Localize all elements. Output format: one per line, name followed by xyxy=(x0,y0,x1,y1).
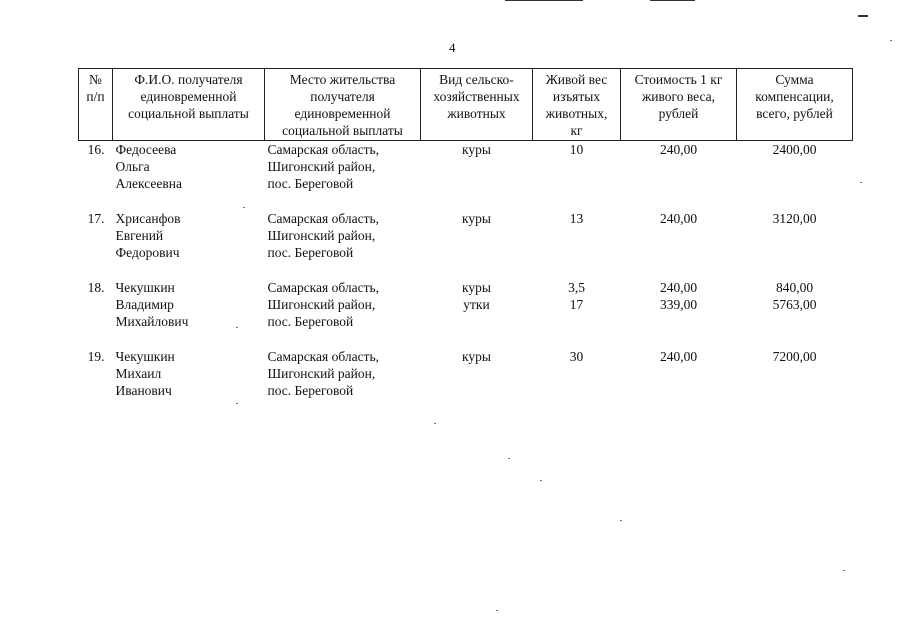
header-text-line: Вид сельско- xyxy=(439,72,514,87)
table-row xyxy=(79,279,853,348)
recipient-address-line: Самарская область, xyxy=(267,211,380,226)
price-per-kg-line: 240,00 xyxy=(659,142,698,157)
header-col-live-weight xyxy=(533,69,621,141)
recipient-name-cell xyxy=(113,210,265,279)
price-per-kg-cell xyxy=(621,279,737,348)
recipient-name-line: Евгений xyxy=(115,228,164,243)
total-compensation-cell xyxy=(737,348,853,417)
compensation-table xyxy=(78,68,853,417)
recipient-name-line: Федорович xyxy=(115,245,180,260)
table-header-row xyxy=(79,69,853,141)
scan-speck xyxy=(236,403,238,404)
recipient-address-line: Шигонский район, xyxy=(267,228,376,243)
recipient-address-line: пос. Береговой xyxy=(267,314,354,329)
header-col-number xyxy=(79,69,113,141)
header-text-line: № xyxy=(89,72,102,87)
total-compensation-cell xyxy=(737,141,853,211)
header-text-line: изъятых xyxy=(552,89,601,104)
header-text-line: Ф.И.О. получателя xyxy=(134,72,243,87)
table-row xyxy=(79,210,853,279)
recipient-address-line: Самарская область, xyxy=(267,349,380,364)
recipient-address-line: пос. Береговой xyxy=(267,176,354,191)
live-weight-line: 3,5 xyxy=(568,280,585,295)
total-compensation-line: 7200,00 xyxy=(772,349,817,364)
recipient-name-line: Алексеевна xyxy=(115,176,182,191)
recipient-address-cell xyxy=(265,210,421,279)
recipient-name-line: Ольга xyxy=(115,159,150,174)
scan-speck xyxy=(434,423,436,424)
price-per-kg-line: 339,00 xyxy=(659,297,698,312)
recipient-address-line: Шигонский район, xyxy=(267,366,376,381)
total-compensation-line: 2400,00 xyxy=(772,142,817,157)
header-text-line: животных xyxy=(447,106,506,121)
recipient-name-line: Михаил xyxy=(115,366,162,381)
scan-edge-line xyxy=(505,0,583,1)
animal-type-line: куры xyxy=(462,280,491,295)
header-text-line: всего, рублей xyxy=(756,106,833,121)
scan-speck xyxy=(620,520,622,521)
page-number: 4 xyxy=(449,40,456,55)
row-number-cell: 19. xyxy=(87,349,105,364)
recipient-name-line: Федосеева xyxy=(115,142,177,157)
header-col-total-compensation xyxy=(737,69,853,141)
live-weight-cell xyxy=(533,141,621,211)
price-per-kg-line: 240,00 xyxy=(659,280,698,295)
price-per-kg-line: 240,00 xyxy=(659,349,698,364)
animal-type-line: куры xyxy=(462,349,491,364)
live-weight-line: 10 xyxy=(569,142,584,157)
recipient-name-line: Иванович xyxy=(115,383,172,398)
scan-speck xyxy=(540,480,542,481)
header-text-line: хозяйственных xyxy=(433,89,520,104)
row-number-cell: 18. xyxy=(87,280,105,295)
total-compensation-line: 3120,00 xyxy=(772,211,817,226)
recipient-address-line: Шигонский район, xyxy=(267,159,376,174)
header-col-residence xyxy=(265,69,421,141)
animal-type-cell xyxy=(421,141,533,211)
header-text-line: получателя xyxy=(310,89,375,104)
live-weight-line: 17 xyxy=(569,297,584,312)
header-text-line: единовременной xyxy=(140,89,237,104)
recipient-address-cell xyxy=(265,141,421,211)
animal-type-cell xyxy=(421,348,533,417)
recipient-name-line: Чекушкин xyxy=(115,349,175,364)
scan-mark xyxy=(858,15,868,17)
total-compensation-cell xyxy=(737,279,853,348)
animal-type-line: куры xyxy=(462,142,491,157)
recipient-name-line: Владимир xyxy=(115,297,174,312)
total-compensation-cell xyxy=(737,210,853,279)
scan-speck xyxy=(508,458,510,459)
table-row xyxy=(79,141,853,211)
recipient-name-line: Хрисанфов xyxy=(115,211,181,226)
live-weight-cell xyxy=(533,279,621,348)
live-weight-cell xyxy=(533,210,621,279)
recipient-address-cell xyxy=(265,279,421,348)
total-compensation-line: 840,00 xyxy=(775,280,814,295)
header-text-line: компенсации, xyxy=(755,89,834,104)
live-weight-cell xyxy=(533,348,621,417)
scan-speck xyxy=(890,40,892,41)
recipient-address-line: пос. Береговой xyxy=(267,383,354,398)
header-col-animal-type xyxy=(421,69,533,141)
recipient-name-line: Чекушкин xyxy=(115,280,175,295)
recipient-address-line: Шигонский район, xyxy=(267,297,376,312)
header-text-line: живого веса, xyxy=(641,89,716,104)
recipient-address-line: Самарская область, xyxy=(267,142,380,157)
header-text-line: кг xyxy=(570,123,583,138)
header-text-line: Сумма xyxy=(775,72,814,87)
scan-speck xyxy=(236,327,238,328)
total-compensation-line: 5763,00 xyxy=(772,297,817,312)
scan-speck xyxy=(843,570,845,571)
price-per-kg-cell xyxy=(621,348,737,417)
recipient-address-cell xyxy=(265,348,421,417)
header-text-line: единовременной xyxy=(294,106,391,121)
header-col-price-per-kg xyxy=(621,69,737,141)
animal-type-cell xyxy=(421,279,533,348)
recipient-name-cell xyxy=(113,279,265,348)
live-weight-line: 30 xyxy=(569,349,584,364)
price-per-kg-cell xyxy=(621,210,737,279)
animal-type-cell xyxy=(421,210,533,279)
header-text-line: рублей xyxy=(658,106,699,121)
scan-speck xyxy=(243,207,245,208)
animal-type-line: утки xyxy=(463,297,490,312)
recipient-name-cell xyxy=(113,348,265,417)
header-text-line: социальной выплаты xyxy=(282,123,403,138)
table-body xyxy=(79,141,853,418)
header-text-line: Стоимость 1 кг xyxy=(634,72,723,87)
live-weight-line: 13 xyxy=(569,211,584,226)
header-text-line: социальной выплаты xyxy=(128,106,249,121)
scan-speck xyxy=(496,610,498,611)
price-per-kg-cell xyxy=(621,141,737,211)
header-text-line: животных, xyxy=(545,106,608,121)
row-number-cell: 16. xyxy=(87,142,105,157)
header-text-line: Живой вес xyxy=(545,72,608,87)
recipient-name-line: Михайлович xyxy=(115,314,189,329)
recipient-address-line: пос. Береговой xyxy=(267,245,354,260)
recipient-name-cell xyxy=(113,141,265,211)
header-text-line: п/п xyxy=(86,89,105,104)
table-row xyxy=(79,348,853,417)
scan-speck xyxy=(860,182,862,183)
header-text-line: Место жительства xyxy=(289,72,396,87)
price-per-kg-line: 240,00 xyxy=(659,211,698,226)
row-number-cell: 17. xyxy=(87,211,105,226)
animal-type-line: куры xyxy=(462,211,491,226)
scan-edge-line xyxy=(650,0,695,1)
recipient-address-line: Самарская область, xyxy=(267,280,380,295)
header-col-full-name xyxy=(113,69,265,141)
